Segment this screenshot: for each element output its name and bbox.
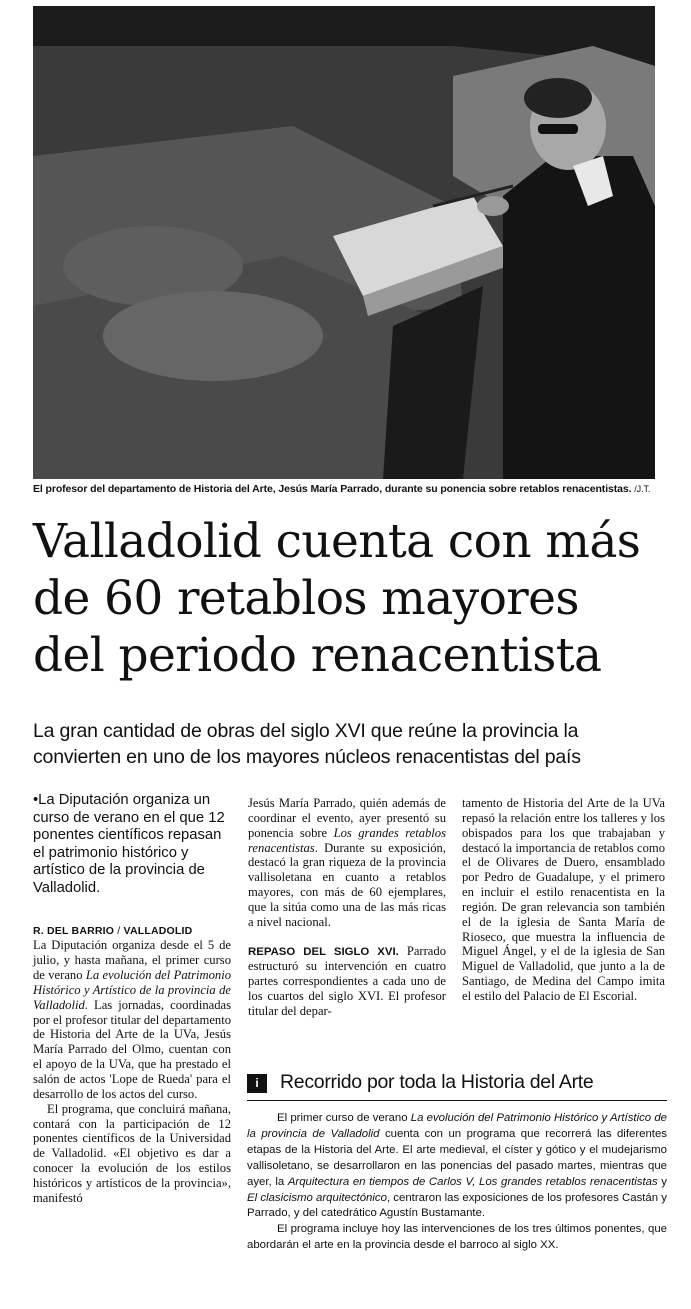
sidebar-box-body	[247, 1111, 667, 1254]
lecturer-photo-illustration	[33, 6, 655, 479]
caption-text: El profesor del departamento de Historia del Arte, Jesús María Parrado, durante su ponencia sobre retablos renacentistas.	[33, 483, 632, 495]
body-paragraph-2: El programa, que concluirá mañana, contará con la participación de 12 ponentes científicos de la Universidad de Valladolid. «El objetivo es dar a conocer la evolución de los estilos históricos y artísticos de la provincia», manifestó	[33, 1101, 231, 1205]
headline-line-2: de 60 retablos mayores	[33, 571, 579, 626]
sidebar-paragraph-2: El programa incluye hoy las intervenciones de los tres últimos ponentes, que abordarán el arte en la provincia desde el barroco al siglo XX.	[247, 1223, 667, 1252]
news-photo	[33, 6, 655, 479]
body-text: . Durante su exposición, destacó la gran riqueza de la provincia vallisoletana en cuanto a retablos mayores, con más de 60 ejemplares, que la sitúa como una de las más ricas a nivel nacional.	[248, 840, 446, 929]
article-column-2	[248, 796, 446, 1019]
byline-place: VALLADOLID	[123, 924, 193, 937]
article-subheadline	[33, 718, 673, 770]
subhead-line-2: convierten en uno de los mayores núcleos renacentistas del país	[33, 746, 581, 768]
article-column-3	[462, 796, 665, 1004]
body-text: Parrado estructuró su intervención en cuatro partes correspondientes a cada uno de los cuartos del siglo XVI. El profesor titular del depar-	[248, 943, 446, 1018]
article-headline	[33, 513, 673, 684]
sidebar-text: y	[657, 1175, 667, 1188]
sidebar-paragraph-1	[247, 1111, 667, 1222]
photo-caption	[33, 483, 673, 495]
course-title: La evolución del Patrimonio Histórico y Artístico de la provincia de Valladolid	[33, 968, 231, 1012]
body-text: Jesús María Parrado, quién además de coordinar el evento, ayer presentó su ponencia sobre	[248, 796, 446, 840]
sidebar-text: , centraron las exposiciones de los profesores Castán y Parrado, y del catedrático Agustín Bustamante.	[247, 1191, 667, 1220]
body-paragraph-1	[33, 938, 231, 1101]
lecture-title: El clasicismo arquitectónico	[247, 1191, 387, 1204]
byline-separator: /	[114, 924, 124, 937]
byline-author: R. DEL BARRIO	[33, 924, 115, 937]
body-text: La Diputación organiza desde el 5 de julio, y hasta mañana, el primer curso de verano	[33, 938, 231, 983]
sidebar-box-header	[247, 1071, 667, 1101]
headline-line-1: Valladolid cuenta con más	[33, 514, 641, 569]
photo-credit: /J.T.	[634, 484, 651, 494]
lead-paragraph: •La Diputación organiza un curso de verano en el que 12 ponentes científicos repasan el patrimonio histórico y artístico de la provincia de Valladolid.	[33, 792, 225, 896]
headline-line-3: del periodo renacentista	[33, 628, 602, 683]
info-icon: i	[247, 1074, 267, 1093]
section-heading: REPASO DEL SIGLO XVI.	[248, 945, 399, 958]
lecture-titles: Arquitectura en tiempos de Carlos V, Los grandes retablos renacentistas	[287, 1175, 658, 1188]
byline	[33, 924, 231, 939]
sidebar-text: cuenta con un programa que recorrerá las diferentes etapas de la Historia del Arte. El arte medieval, el císter y gótico y el mudejarismo vallisoletano, se desarrollaron en las ponencias del pasado martes, mientras que ayer, la	[247, 1127, 667, 1188]
subhead-line-1: La gran cantidad de obras del siglo XVI que reúne la provincia la	[33, 720, 579, 742]
course-title: La evolución del Patrimonio Histórico y Artístico de la provincia de Valladolid	[247, 1112, 667, 1140]
article-column-1	[33, 792, 231, 1206]
body-paragraph-5: tamento de Historia del Arte de la UVa repasó la relación entre los talleres y los obispados para los que trabajaban y destacó la importancia de retablos como el de Olivares de Duero, ensamblado por Pedro de Guadalupe, y el primero en incluir el estilo renacentista en la región. De gran relevancia son también el de la iglesia de Santa María de Rioseco, que muestra la influencia de Miguel Ángel, y el de la iglesia de San Miguel de Valladolid, que junto a la de Santiago, de Medina del Campo imita el estilo del Palacio de El Escorial.	[462, 796, 665, 1003]
sidebar-text: El primer curso de verano	[277, 1112, 411, 1124]
body-text: . Las jornadas, coordinadas por el profesor titular del departamento de Historia del Arte de la UVa, Jesús María Parrado del Olmo, cuentan con el apoyo de la UVa, que ha prestado el salón de actos 'Lope de Rueda' para el desarrollo de los actos del curso.	[33, 997, 231, 1101]
sidebar-box-title: Recorrido por toda la Historia del Arte	[280, 1071, 594, 1093]
body-paragraph-4	[248, 944, 446, 1019]
lecture-title: Los grandes retablos renacentistas	[248, 825, 447, 855]
body-paragraph-3	[248, 796, 446, 930]
